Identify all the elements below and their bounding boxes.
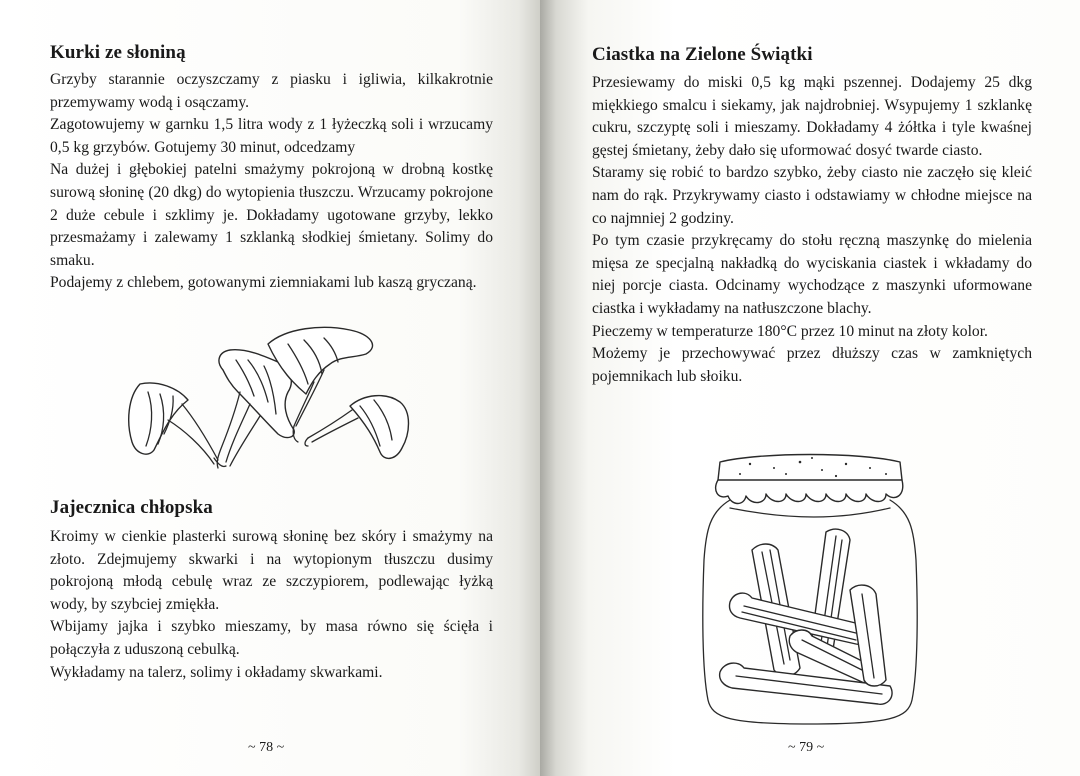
recipe-paragraph: Możemy je przechowywać przez dłuższy czas w zamkniętych pojemnikach lub słoiku. [592, 345, 1032, 385]
cookie-jar-drawing-icon [690, 450, 930, 732]
recipe-paragraph: Kroimy w cienkie plasterki surową słoninę bez skóry i smażymy na złoto. Zdejmujemy skwarki i na wytopionym tłuszczu dusimy pokrojoną młodą cebulę wraz ze szczypiorem, podlewając łyżką wody, by szybciej zmiękła. [50, 528, 493, 613]
recipe-paragraph: Po tym czasie przykręcamy do stołu ręczną maszynkę do mielenia mięsa ze specjalną nakładką do wyciskania ciastek i wkładamy do niej porcje ciasta. Odcinamy wychodzące z maszynki uformowane ciastka i wykładamy na natłuszczone blachy. [592, 232, 1032, 317]
recipe-paragraph: Wbijamy jajka i szybko mieszamy, by masa równo się ścięła i połączyła z uduszoną cebulką. [50, 618, 493, 658]
recipe-title: Ciastka na Zielone Świątki [592, 44, 813, 65]
recipe-paragraph: Pieczemy w temperaturze 180°C przez 10 minut na złoty kolor. [592, 322, 988, 340]
recipe-title: Jajecznica chłopska [50, 497, 213, 518]
recipe-jajecznica [50, 496, 493, 684]
recipe-title: Kurki ze słoniną [50, 42, 186, 63]
recipe-paragraph: Grzyby starannie oczyszczamy z piasku i igliwia, kilkakrotnie przemywamy wodą i osączamy. [50, 71, 493, 111]
recipe-kurki [50, 41, 493, 295]
recipe-paragraph: Na dużej i głębokiej patelni smażymy pokrojoną w drobną kostkę surową słoninę (20 dkg) do wytopienia tłuszczu. Wrzucamy pokrojone 2 duże cebule i szklimy je. Dokładamy ugotowane grzyby, lekko przesmażamy i zalewamy 1 szklanką słodkiej śmietany. Solimy do smaku. [50, 161, 493, 269]
page-number: ~ 79 ~ [788, 740, 825, 755]
recipe-paragraph: Podajemy z chlebem, gotowanymi ziemniakami lub kaszą gryczaną. [50, 274, 477, 292]
recipe-paragraph: Wykładamy na talerz, solimy i okładamy skwarkami. [50, 663, 383, 681]
recipe-ciastka [592, 43, 1032, 388]
recipe-paragraph: Zagotowujemy w garnku 1,5 litra wody z 1 łyżeczką soli i wrzucamy 0,5 kg grzybów. Gotujemy 30 minut, odcedzamy [50, 116, 493, 156]
mushrooms-drawing-icon [118, 322, 418, 474]
recipe-paragraph: Staramy się robić to bardzo szybko, żeby ciasto nie zaczęło się kleić nam do rąk. Przykrywamy ciasto i odstawiamy w chłodne miejsce na co najmniej 2 godziny. [592, 164, 1032, 227]
recipe-paragraph: Przesiewamy do miski 0,5 kg mąki pszennej. Dodajemy 25 dkg miękkiego smalcu i siekamy, jak najdrobniej. Wsypujemy 1 szklankę cukru, szczyptę soli i mieszamy. Dokładamy 4 żółtka i tyle kwaśnej gęstej śmietany, żeby dało się uformować dosyć twarde ciasto. [592, 74, 1032, 159]
right-page [540, 0, 1080, 776]
page-number: ~ 78 ~ [248, 740, 285, 755]
